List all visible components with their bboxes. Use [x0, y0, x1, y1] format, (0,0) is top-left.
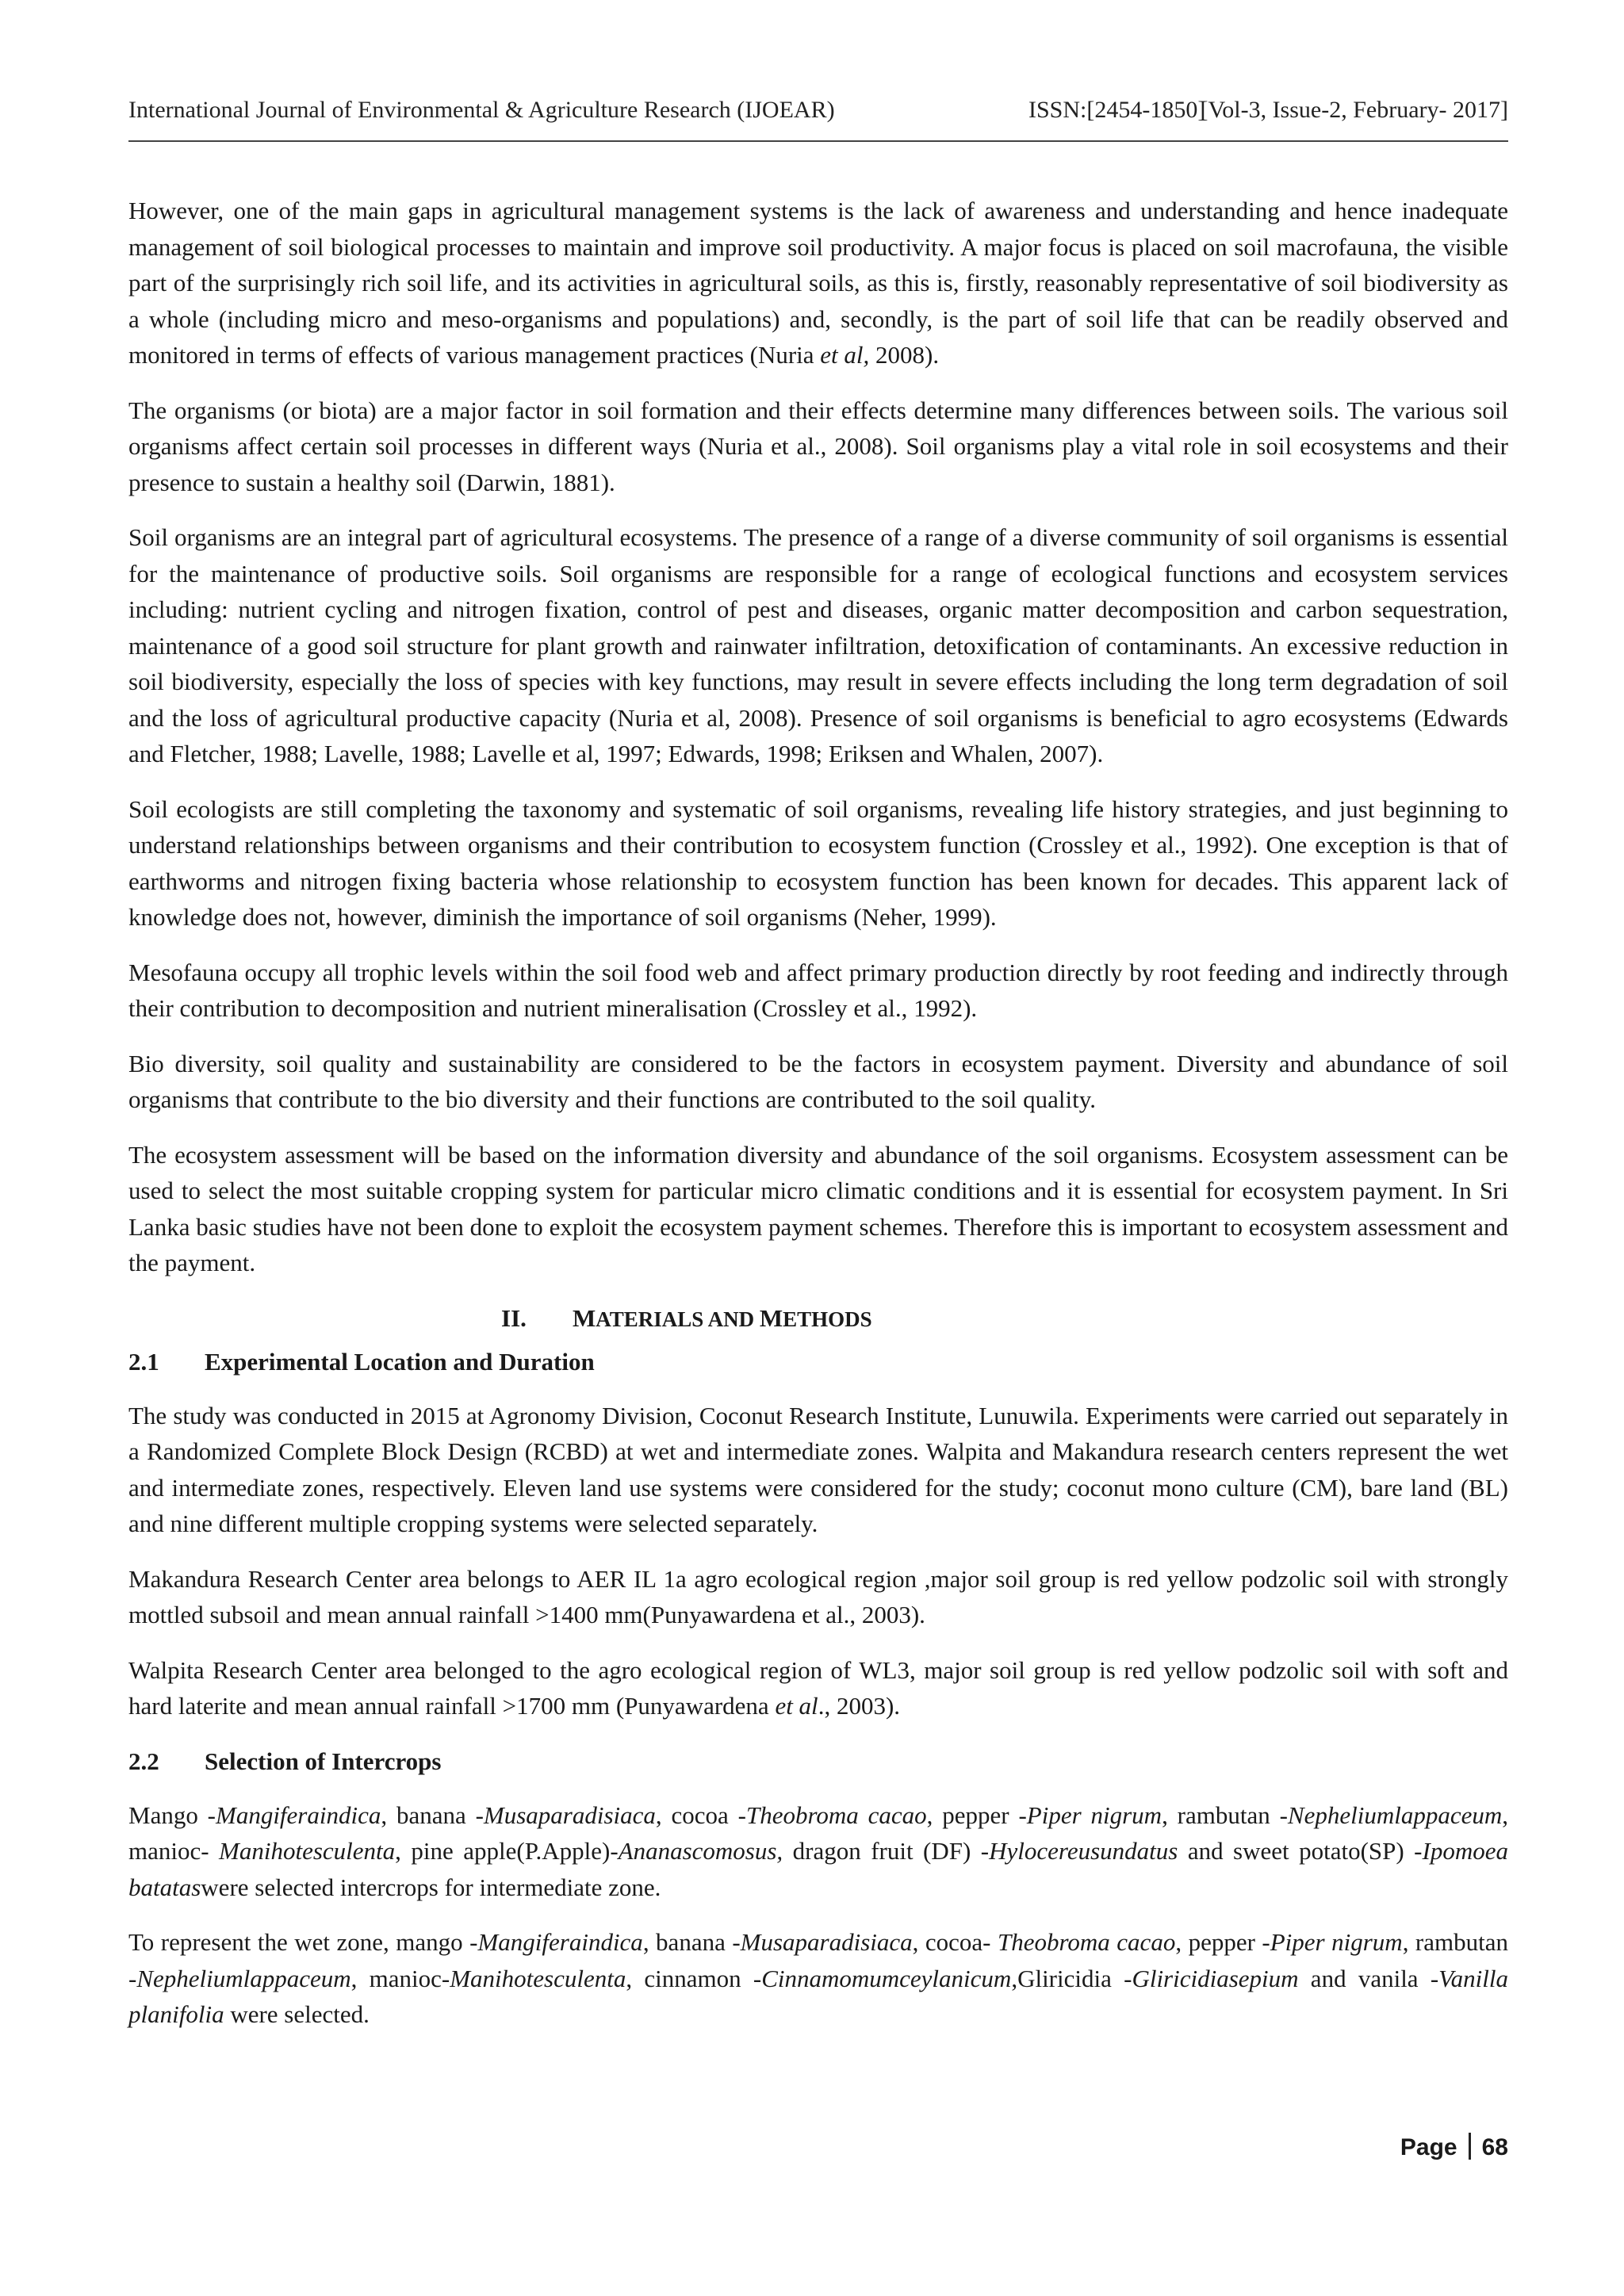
paragraph-text: , pine apple(P.Apple)- [395, 1837, 619, 1865]
running-header [128, 97, 1508, 136]
section-title-part: M [573, 1303, 596, 1332]
volume-issue: [Vol-3, Issue-2, February- 2017] [1200, 97, 1508, 123]
paragraph-text: ., 2003). [818, 1692, 901, 1720]
paragraph-text: , cocoa- [912, 1928, 998, 1956]
species-name: Piper nigrum [1026, 1800, 1162, 1829]
species-name: Hylocereusundatus [989, 1837, 1178, 1865]
paragraph-text: , cocoa - [655, 1800, 746, 1829]
species-name: Gliricidiasepium [1132, 1964, 1299, 1992]
species-name: Mangiferaindica [216, 1800, 381, 1829]
species-name: Theobroma cacao [998, 1928, 1176, 1956]
paragraph-1 [128, 193, 1508, 373]
italic-text: et al [775, 1692, 818, 1720]
species-name: Cinnamomumceylanicum [761, 1964, 1012, 1992]
paragraph-2: The organisms (or biota) are a major factor in soil formation and their effects determine many differences between soils. The various soil organisms affect certain soil processes in different ways (Nuria et al., 2008). Soil organisms play a vital role in soil ecosystems and their presence to sustain a healthy soil (Darwin, 1881). [128, 396, 1508, 496]
section-heading [128, 1300, 1508, 1337]
paragraph-text: were selected. [224, 2000, 370, 2028]
subsection-number: 2.1 [128, 1347, 159, 1376]
paragraph-text: dragon fruit (DF) - [783, 1837, 990, 1865]
paragraph-text: ,Gliricidia - [1011, 1964, 1132, 1992]
species-name: Ipomoea batatas [128, 1837, 1508, 1901]
paragraph-text: However, one of the main gaps in agricultural management systems is the lack of awareness and understanding and hence inadequate management of soil biological processes to maintain and improve soil productivity. A major focus is placed on soil macrofauna, the visible part of the surprisingly rich soil life, and its activities in agricultural soils, as this is, firstly, reasonably representative of soil biodiversity as a whole (including micro and meso-organisms and populations) and, secondly, is the part of soil life that can be readily observed and monitored in terms of effects of various management practices (Nuria [128, 197, 1508, 369]
paragraph-text: To represent the wet zone, mango - [128, 1928, 478, 1956]
paragraph-6: Bio diversity, soil quality and sustainability are considered to be the factors in ecosystem payment. Diversity and abundance of soil organisms that contribute to the bio diversity and their functions are contributed to the soil quality. [128, 1049, 1508, 1113]
page-label: Page [1400, 2134, 1457, 2160]
paragraph-3: Soil organisms are an integral part of agricultural ecosystems. The presence of a range of a diverse community of soil organisms is essential for the maintenance of productive soils. Soil organisms are responsible for a range of ecological functions and ecosystem services including: nutrient cycling and nitrogen fixation, control of pest and diseases, organic matter decomposition and carbon sequestration, maintenance of a good soil structure for plant growth and rainwater infiltration, detoxification of contaminants. An excessive reduction in soil biodiversity, especially the loss of species with key functions, may result in severe effects including the long term degradation of soil and the loss of agricultural productive capacity (Nuria et al, 2008). Presence of soil organisms is beneficial to agro ecosystems (Edwards and Fletcher, 1988; Lavelle, 1988; Lavelle et al, 1997; Edwards, 1998; Eriksen and Whalen, 2007). [128, 523, 1508, 767]
species-name: Ananascomosus, [618, 1837, 783, 1865]
paragraph-2-1-c [128, 1652, 1508, 1724]
species-name: Nepheliumlappaceum [136, 1964, 351, 1992]
paragraph-text: Mango - [128, 1800, 216, 1829]
subsection-heading-2-2 [128, 1743, 1508, 1780]
paragraph-text: , manioc- [128, 1800, 1508, 1865]
paragraph-text: , banana - [381, 1800, 484, 1829]
paragraph-5: Mesofauna occupy all trophic levels within the soil food web and affect primary production directly by root feeding and indirectly through their contribution to decomposition and nutrient mineralisation (Crossley et al., 1992). [128, 958, 1508, 1022]
species-name: Mangiferaindica [477, 1928, 643, 1956]
article-body [128, 193, 1508, 2052]
paragraph-text: and vanila - [1298, 1964, 1439, 1992]
subsection-number: 2.2 [128, 1747, 159, 1775]
species-name: Manihotesculenta [450, 1964, 626, 1992]
paragraph-text: , cinnamon - [626, 1964, 762, 1992]
paragraph-text: , manioc- [350, 1964, 450, 1992]
species-name: Musaparadisiaca [740, 1928, 913, 1956]
paragraph-text: , banana - [642, 1928, 741, 1956]
subsection-title: Selection of Intercrops [205, 1747, 442, 1775]
species-name: Manihotesculenta [219, 1837, 396, 1865]
paragraph-text: and sweet potato(SP) - [1178, 1837, 1423, 1865]
subsection-title: Experimental Location and Duration [205, 1347, 595, 1376]
species-name: Piper nigrum [1270, 1928, 1403, 1956]
paragraph-2-1-b: Makandura Research Center area belongs to AER IL 1a agro ecological region ,major soil group is red yellow podzolic soil with strongly mottled subsoil and mean annual rainfall >1400 mm(Punyawardena et al., 2003). [128, 1564, 1508, 1628]
paragraph-4: Soil ecologists are still completing the taxonomy and systematic of soil organisms, revealing life history strategies, and just beginning to understand relationships between organisms and their contribution to ecosystem function (Crossley et al., 1992). One exception is that of earthworms and nitrogen fixing bacteria whose relationship to ecosystem function has been known for decades. This apparent lack of knowledge does not, however, diminish the importance of soil organisms (Neher, 1999). [128, 794, 1508, 931]
page-footer [1400, 2133, 1508, 2161]
paragraph-text: , rambutan - [128, 1928, 1509, 1992]
paragraph-2-1-a: The study was conducted in 2015 at Agronomy Division, Coconut Research Institute, Lunuwila. Experiments were carried out separately in a Randomized Complete Block Design (RCBD) at wet and intermediate zones. Walpita and Makandura research centers represent the wet and intermediate zones, respectively. Eleven land use systems were considered for the study; coconut mono culture (CM), bare land (BL) and nine different multiple cropping systems were selected separately. [128, 1401, 1508, 1537]
species-name: Musaparadisiaca [483, 1800, 656, 1829]
section-number: II. [501, 1303, 527, 1332]
journal-title: International Journal of Environmental & Agriculture Research (IJOEAR) [128, 97, 835, 123]
paragraph-text: were selected intercrops for intermediate zone. [201, 1873, 661, 1901]
paragraph-text: 2008). [869, 341, 940, 369]
paragraph-text: , pepper - [926, 1800, 1027, 1829]
species-name: Theobroma cacao [745, 1800, 927, 1829]
section-title-part: ATERIALS AND [596, 1307, 760, 1331]
subsection-heading-2-1 [128, 1344, 1508, 1380]
paragraph-text: Walpita Research Center area belonged to the agro ecological region of WL3, major soil group is red yellow podzolic soil with soft and hard laterite and mean annual rainfall >1700 mm (Punyawardena [128, 1655, 1508, 1720]
section-title-part: M [759, 1303, 783, 1332]
species-name: Vanilla planifolia [128, 1964, 1508, 2028]
species-name: Nepheliumlappaceum [1287, 1800, 1503, 1829]
page-number: 68 [1481, 2134, 1508, 2160]
header-rule [128, 140, 1508, 142]
paragraph-2-2-a [128, 1797, 1508, 1906]
footer-separator [1469, 2133, 1471, 2160]
italic-text: et al, [820, 341, 870, 369]
section-title-part: ETHODS [783, 1307, 872, 1331]
paragraph-2-2-b [128, 1924, 1508, 2033]
paragraph-text: , rambutan - [1162, 1800, 1288, 1829]
paragraph-text: , pepper - [1175, 1928, 1270, 1956]
paragraph-7: The ecosystem assessment will be based on the information diversity and abundance of the soil organisms. Ecosystem assessment can be used to select the most suitable cropping system for particular micro climatic conditions and it is essential for ecosystem payment. In Sri Lanka basic studies have not been done to exploit the ecosystem payment schemes. Therefore this is important to ecosystem assessment and the payment. [128, 1140, 1508, 1276]
issn: ISSN:[2454-1850] [1028, 97, 1206, 123]
